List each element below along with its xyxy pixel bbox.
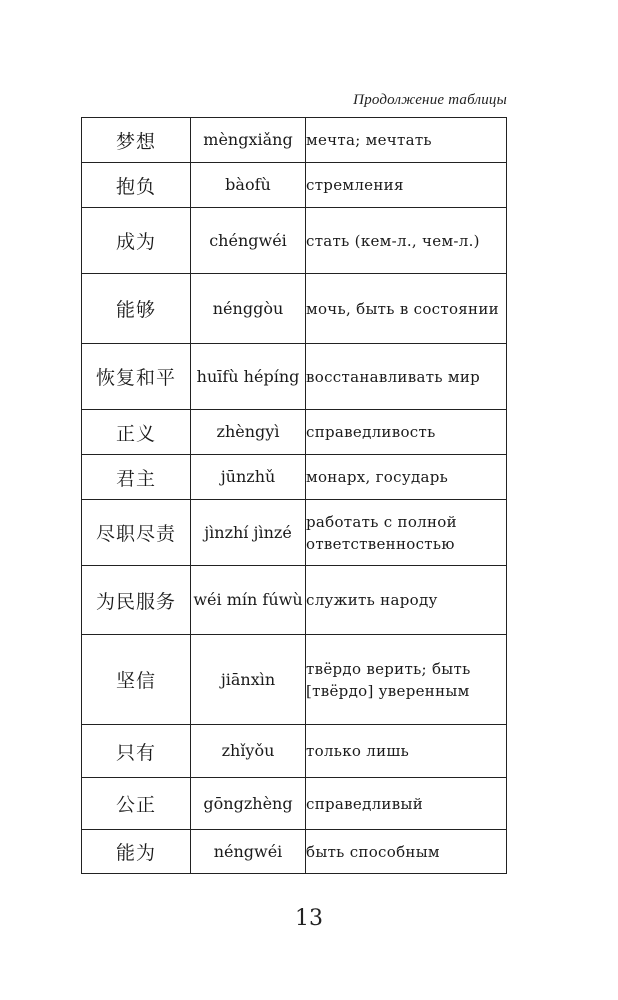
hanzi-cell: 能够 <box>82 274 191 344</box>
meaning-cell: справедливый <box>306 778 507 830</box>
pinyin-cell: zhǐyǒu <box>191 725 306 778</box>
meaning-cell: мочь, быть в состоянии <box>306 274 507 344</box>
hanzi-cell: 公正 <box>82 778 191 830</box>
table-row <box>82 566 507 635</box>
hanzi-cell: 只有 <box>82 725 191 778</box>
pinyin-cell: wéi mín fúwù <box>191 566 306 635</box>
pinyin-cell: bàofù <box>191 163 306 208</box>
hanzi-cell: 能为 <box>82 830 191 874</box>
pinyin-cell: chéngwéi <box>191 208 306 274</box>
meaning-cell: монарх, государь <box>306 455 507 500</box>
meaning-cell: только лишь <box>306 725 507 778</box>
meaning-cell: справедливость <box>306 410 507 455</box>
pinyin-cell: nénggòu <box>191 274 306 344</box>
hanzi-cell: 正义 <box>82 410 191 455</box>
meaning-cell: стремления <box>306 163 507 208</box>
table-row <box>82 778 507 830</box>
hanzi-cell: 为民服务 <box>82 566 191 635</box>
hanzi-cell: 坚信 <box>82 635 191 725</box>
page-number: 13 <box>295 906 323 931</box>
pinyin-cell: jūnzhǔ <box>191 455 306 500</box>
meaning-cell: работать с полной ответственностью <box>306 500 507 566</box>
hanzi-cell: 梦想 <box>82 118 191 163</box>
pinyin-cell: mèngxiǎng <box>191 118 306 163</box>
hanzi-cell: 成为 <box>82 208 191 274</box>
meaning-cell: восстанавливать мир <box>306 344 507 410</box>
hanzi-cell: 尽职尽责 <box>82 500 191 566</box>
table-row <box>82 635 507 725</box>
table-row <box>82 830 507 874</box>
table-row <box>82 410 507 455</box>
pinyin-cell: néngwéi <box>191 830 306 874</box>
vocabulary-table <box>81 117 507 874</box>
pinyin-cell: gōngzhèng <box>191 778 306 830</box>
table-row <box>82 208 507 274</box>
table-row <box>82 118 507 163</box>
hanzi-cell: 抱负 <box>82 163 191 208</box>
table-row <box>82 500 507 566</box>
table-row <box>82 455 507 500</box>
table-row <box>82 344 507 410</box>
meaning-cell: мечта; мечтать <box>306 118 507 163</box>
meaning-cell: служить народу <box>306 566 507 635</box>
table-row <box>82 163 507 208</box>
hanzi-cell: 恢复和平 <box>82 344 191 410</box>
pinyin-cell: huīfù hépíng <box>191 344 306 410</box>
meaning-cell: стать (кем-л., чем-л.) <box>306 208 507 274</box>
table-row <box>82 725 507 778</box>
pinyin-cell: jiānxìn <box>191 635 306 725</box>
table-continuation-caption: Продолжение таблицы <box>353 92 507 108</box>
meaning-cell: быть способным <box>306 830 507 874</box>
table-row <box>82 274 507 344</box>
pinyin-cell: zhèngyì <box>191 410 306 455</box>
hanzi-cell: 君主 <box>82 455 191 500</box>
meaning-cell: твёрдо верить; быть [твёрдо] уверенным <box>306 635 507 725</box>
pinyin-cell: jìnzhí jìnzé <box>191 500 306 566</box>
